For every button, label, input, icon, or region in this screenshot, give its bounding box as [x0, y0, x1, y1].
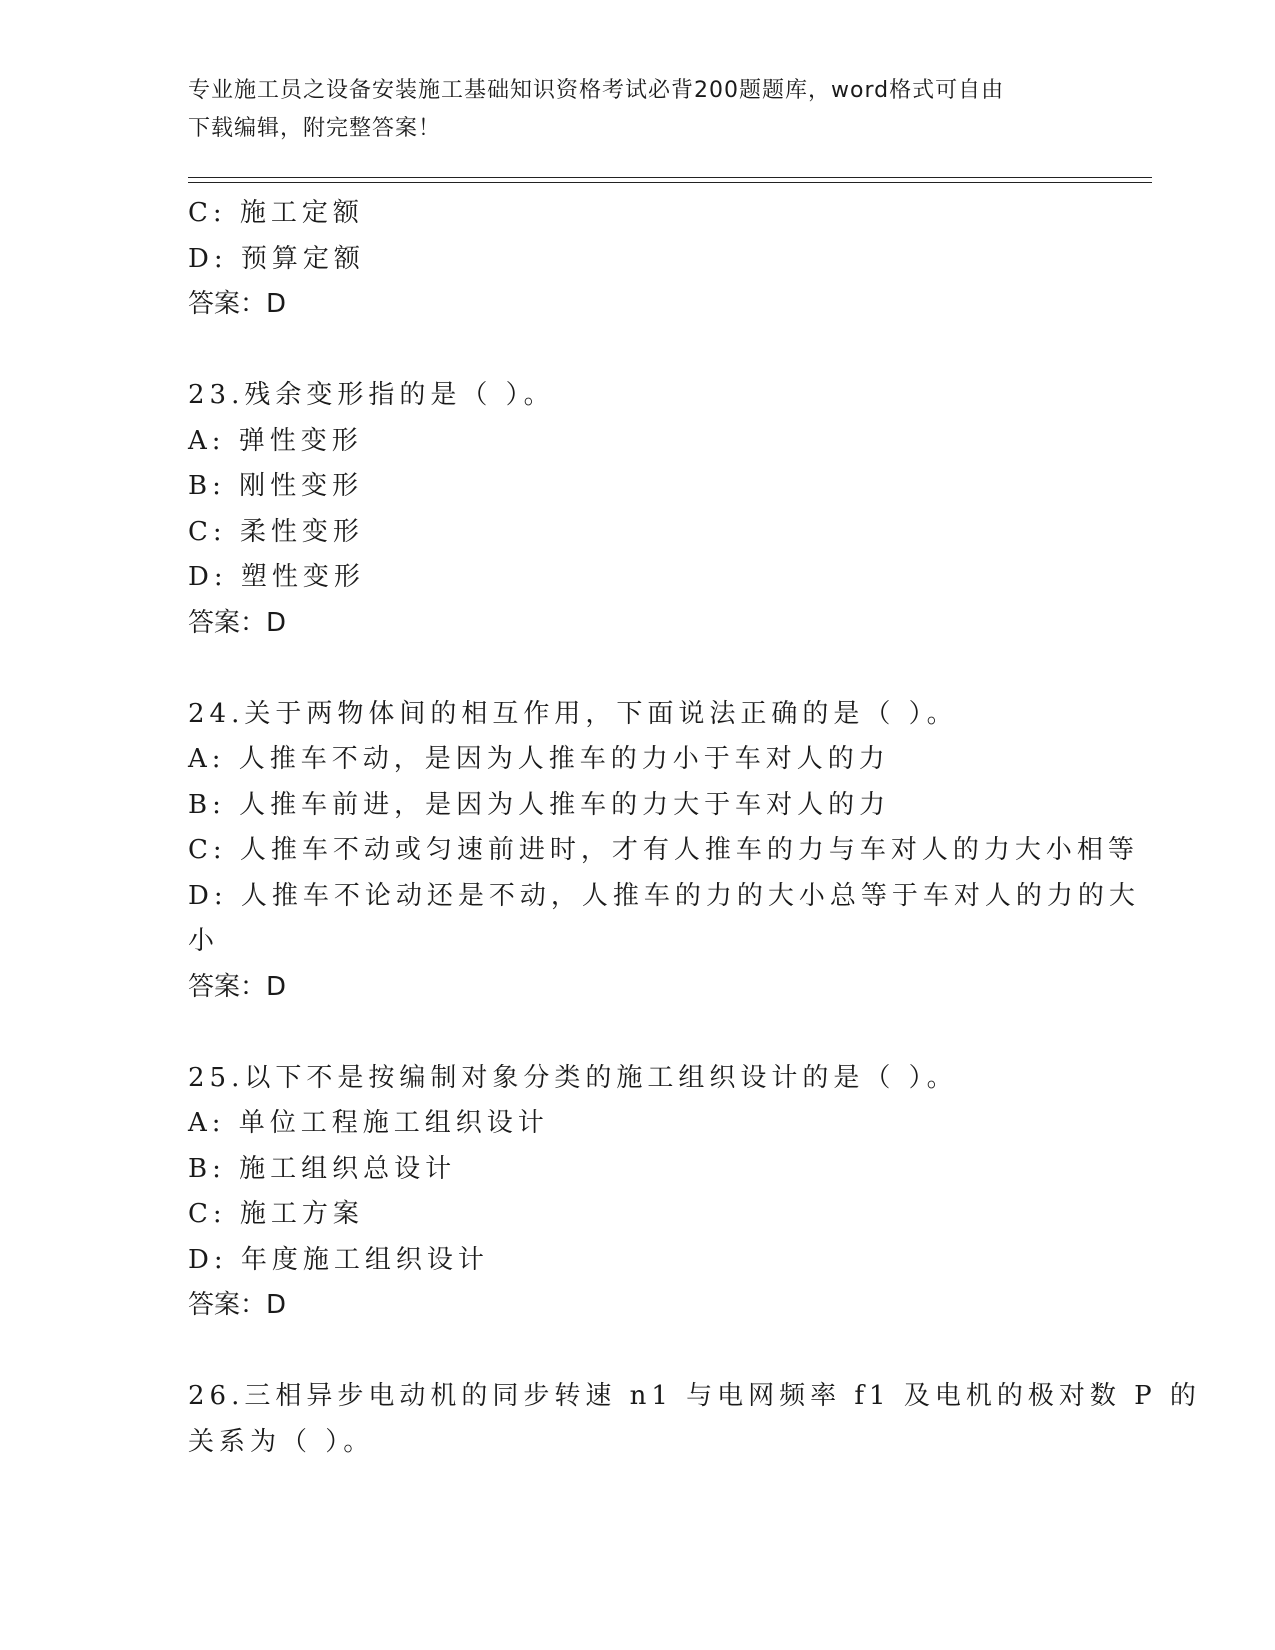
q25-option-c: C: 施工方案 — [188, 1199, 364, 1229]
header-line-2: 下载编辑，附完整答案！ — [188, 116, 442, 141]
q24-option-b: B: 人推车前进，是因为人推车的力大于车对人的力 — [188, 789, 891, 820]
q25-option-d: D: 年度施工组织设计 — [188, 1244, 489, 1275]
spacer — [188, 646, 1088, 692]
q22-option-c: C: 施工定额 — [188, 198, 364, 228]
spacer — [188, 1010, 1088, 1056]
q23-option-d: D: 塑性变形 — [188, 562, 365, 592]
q23-option-a: A: 弹性变形 — [188, 425, 363, 456]
spacer — [188, 1329, 1088, 1375]
q23-option-c: C: 柔性变形 — [188, 516, 364, 547]
header-divider-top — [188, 177, 1152, 178]
q26-question-line-2: 关系为（ ）。 — [188, 1426, 375, 1457]
header-line-1: 专业施工员之设备安装施工基础知识资格考试必背200题题库，word格式可自由 — [188, 78, 1005, 103]
q24-option-c: C: 人推车不动或匀速前进时，才有人推车的力与车对人的力大小相等 — [188, 835, 1139, 865]
document-header — [188, 72, 1068, 148]
q26-question-line-1: 26.三相异步电动机的同步转速 n1 与电网频率 f1 及电机的极对数 P 的 — [188, 1381, 1201, 1411]
q24-option-d-line-2: 小 — [188, 926, 220, 956]
q24-option-d-line-1: D: 人推车不论动还是不动，人推车的力的大小总等于车对人的力的大 — [188, 880, 1140, 911]
q24-answer: 答案：D — [188, 971, 287, 1002]
q25-option-a: A: 单位工程施工组织设计 — [188, 1108, 549, 1138]
spacer — [188, 328, 1088, 374]
q25-option-b: B: 施工组织总设计 — [188, 1153, 457, 1184]
q22-answer: 答案：D — [188, 289, 287, 319]
q23-option-b: B: 刚性变形 — [188, 471, 364, 501]
q22-option-d: D: 预算定额 — [188, 243, 365, 274]
q25-question: 25.以下不是按编制对象分类的施工组织设计的是（ ）。 — [188, 1062, 958, 1093]
q23-answer: 答案：D — [188, 607, 287, 638]
header-divider-bottom — [188, 182, 1152, 183]
q23-question: 23.残余变形指的是（ ）。 — [188, 380, 555, 410]
question-list — [188, 191, 1201, 1465]
q25-answer: 答案：D — [188, 1290, 287, 1320]
q24-option-a: A: 人推车不动，是因为人推车的力小于车对人的力 — [188, 744, 890, 774]
q24-question: 24.关于两物体间的相互作用，下面说法正确的是（ ）。 — [188, 698, 958, 729]
